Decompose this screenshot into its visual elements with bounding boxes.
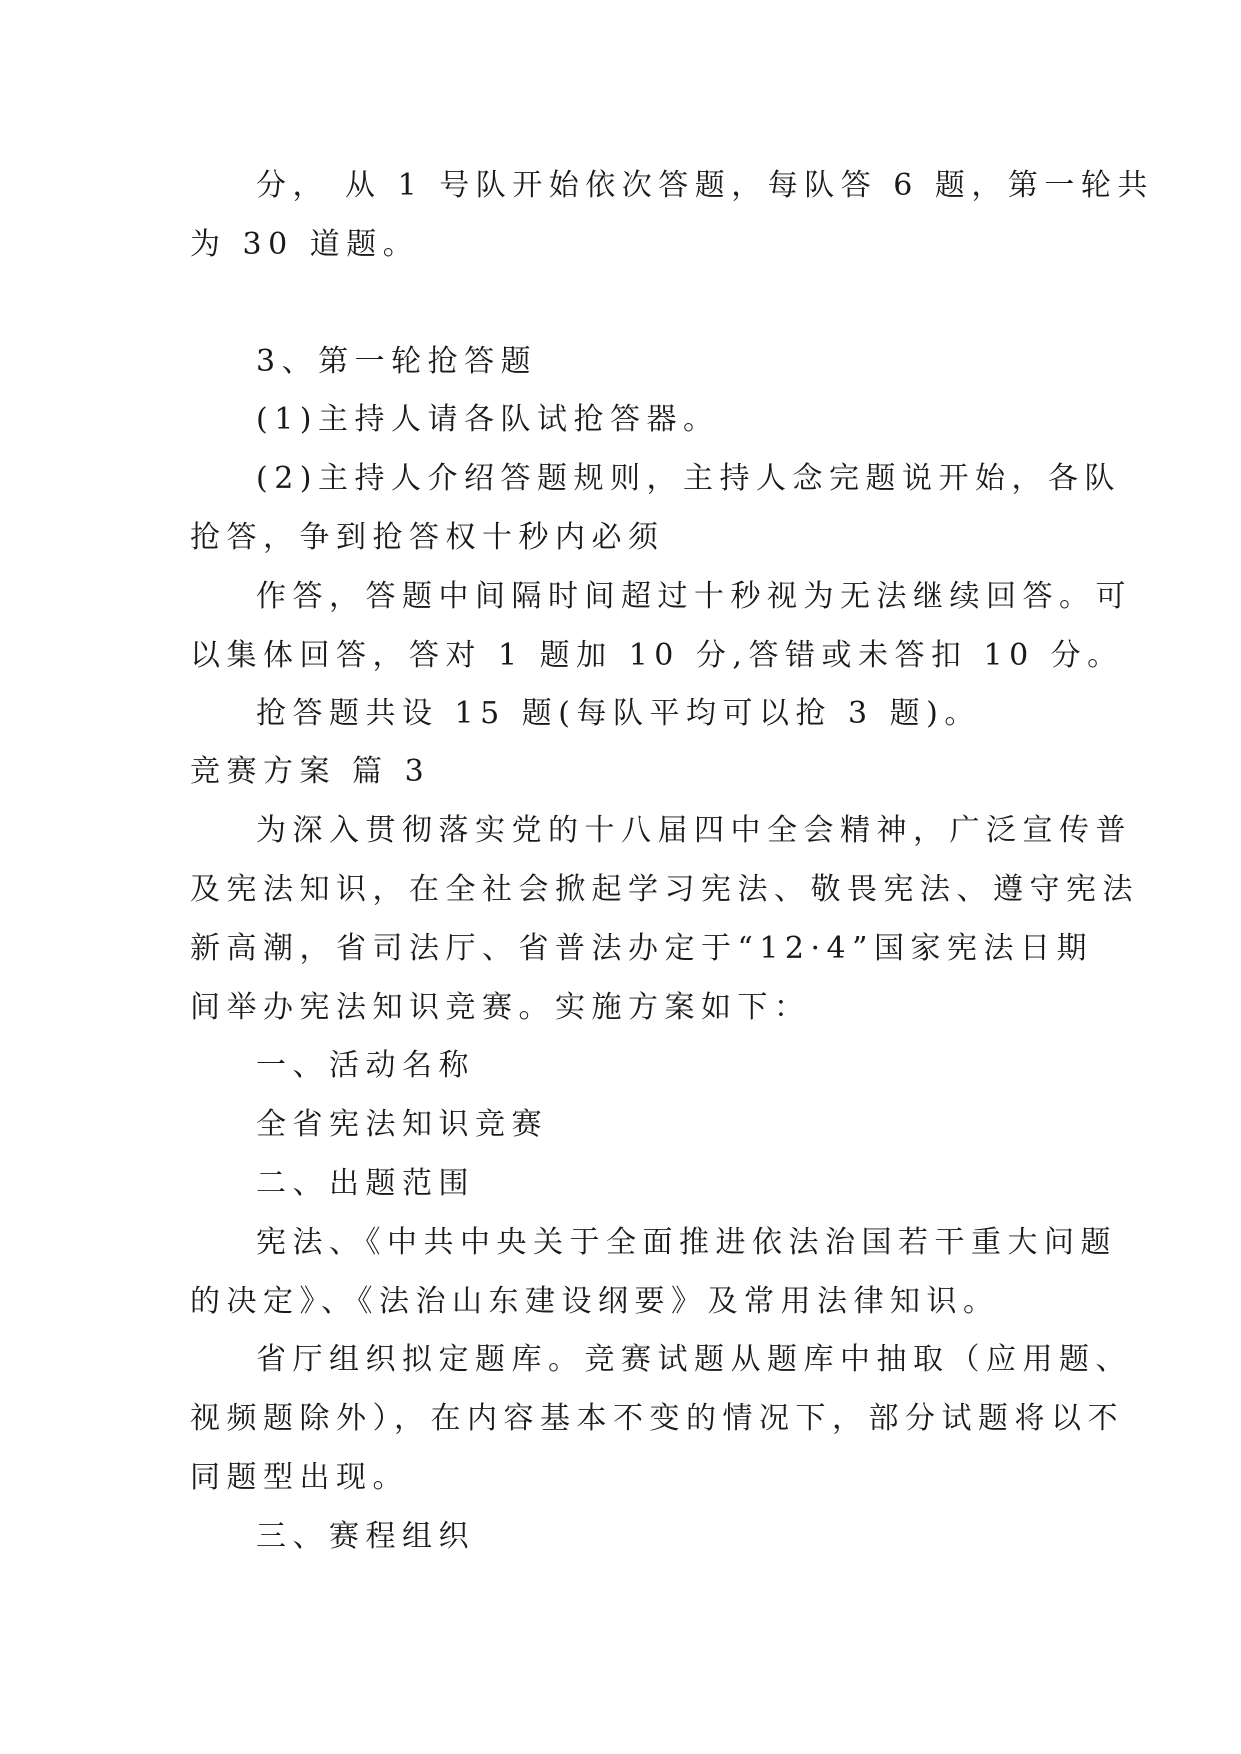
paragraph-line: (2)主持人介绍答题规则，主持人念完题说开始，各队 [256,461,1121,496]
paragraph-line: 新高潮，省司法厅、省普法办定于“12·4”国家宪法日期 [190,931,1093,966]
paragraph-line: 的决定》、《法治山东建设纲要》及常用法律知识。 [190,1284,1000,1319]
paragraph-line: 以集体回答，答对 1 题加 10 分,答错或未答扣 10 分。 [190,638,1124,673]
section-heading: 3、第一轮抢答题 [256,344,538,379]
paragraph-line: 同题型出现。 [190,1460,409,1495]
paragraph-line: 全省宪法知识竞赛 [256,1107,548,1142]
paragraph-line: 抢答题共设 15 题(每队平均可以抢 3 题)。 [256,696,981,731]
paragraph-line: 分， 从 1 号队开始依次答题，每队答 6 题，第一轮共 [256,168,1154,203]
paragraph-line: (1)主持人请各队试抢答器。 [256,402,720,437]
section-heading: 一、活动名称 [256,1048,475,1083]
section-heading: 三、赛程组织 [256,1519,475,1554]
paragraph-line: 及宪法知识，在全社会掀起学习宪法、敬畏宪法、遵守宪法 [190,872,1139,907]
article-title: 竞赛方案 篇 3 [190,754,431,789]
paragraph-line: 视频题除外），在内容基本不变的情况下，部分试题将以不 [190,1401,1124,1436]
section-heading: 二、出题范围 [256,1166,475,1201]
paragraph-line: 为深入贯彻落实党的十八届四中全会精神，广泛宣传普 [256,813,1132,848]
paragraph-line: 省厅组织拟定题库。竞赛试题从题库中抽取（应用题、 [256,1342,1132,1377]
paragraph-line: 间举办宪法知识竞赛。实施方案如下： [190,990,811,1025]
paragraph-line: 为 30 道题。 [190,227,420,262]
paragraph-line: 抢答，争到抢答权十秒内必须 [190,520,665,555]
paragraph-line: 宪法、《中共中央关于全面推进依法治国若干重大问题 [256,1225,1117,1260]
paragraph-line: 作答，答题中间隔时间超过十秒视为无法继续回答。可 [256,579,1132,614]
